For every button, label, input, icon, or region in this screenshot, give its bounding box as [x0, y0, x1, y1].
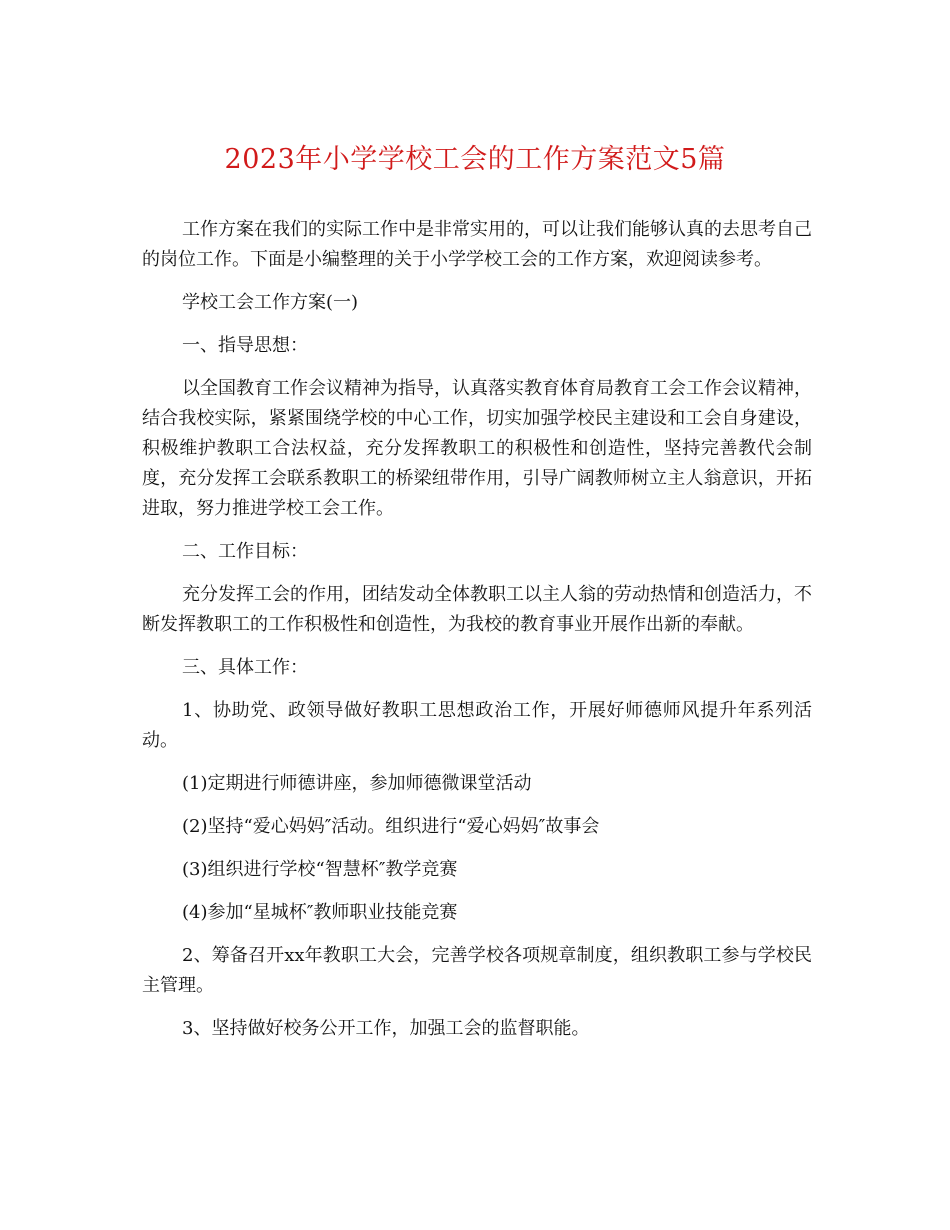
- paragraph-subitem-2: (2)坚持“爱心妈妈″活动。组织进行“爱心妈妈″故事会: [182, 816, 600, 837]
- paragraph-section-2-heading: 二、工作目标：: [182, 541, 308, 562]
- paragraph-item-2: 2、筹备召开xx年教职工大会，完善学校各项规章制度，组织教职工参与学校民主管理。: [142, 945, 812, 996]
- paragraph-intro: 工作方案在我们的实际工作中是非常实用的，可以让我们能够认真的去思考自己的岗位工作。下面是小编整理的关于小学学校工会的工作方案，欢迎阅读参考。: [142, 219, 812, 270]
- paragraph-item-3: 3、坚持做好校务公开工作，加强工会的监督职能。: [182, 1018, 590, 1039]
- paragraph-guiding-thought: 以全国教育工作会议精神为指导，认真落实教育体育局教育工会工作会议精神，结合我校实际，紧紧围绕学校的中心工作，切实加强学校民主建设和工会自身建设，积极维护教职工合法权益，充分发挥教职工的积极性和创造性，坚持完善教代会制度，充分发挥工会联系教职工的桥梁纽带作用，引导广阔教师树立主人翁意识，开拓进取，努力推进学校工会工作。: [142, 378, 812, 519]
- paragraph-subitem-4: (4)参加“星城杯″教师职业技能竞赛: [182, 902, 458, 923]
- paragraph-section-1-heading: 一、指导思想：: [182, 335, 308, 356]
- paragraph-plan-heading: 学校工会工作方案(一): [182, 292, 359, 313]
- document-body: [142, 215, 812, 1057]
- paragraph-subitem-1: (1)定期进行师德讲座，参加师德微课堂活动: [182, 773, 532, 794]
- document-title: 2023年小学学校工会的工作方案范文5篇: [224, 144, 726, 175]
- paragraph-item-1: 1、协助党、政领导做好教职工思想政治工作，开展好师德师风提升年系列活动。: [142, 700, 812, 751]
- paragraph-section-3-heading: 三、具体工作：: [182, 657, 308, 678]
- paragraph-subitem-3: (3)组织进行学校“智慧杯″教学竞赛: [182, 859, 458, 880]
- paragraph-work-goal: 充分发挥工会的作用，团结发动全体教职工以主人翁的劳动热情和创造活力，不断发挥教职工的工作积极性和创造性，为我校的教育事业开展作出新的奉献。: [142, 584, 812, 635]
